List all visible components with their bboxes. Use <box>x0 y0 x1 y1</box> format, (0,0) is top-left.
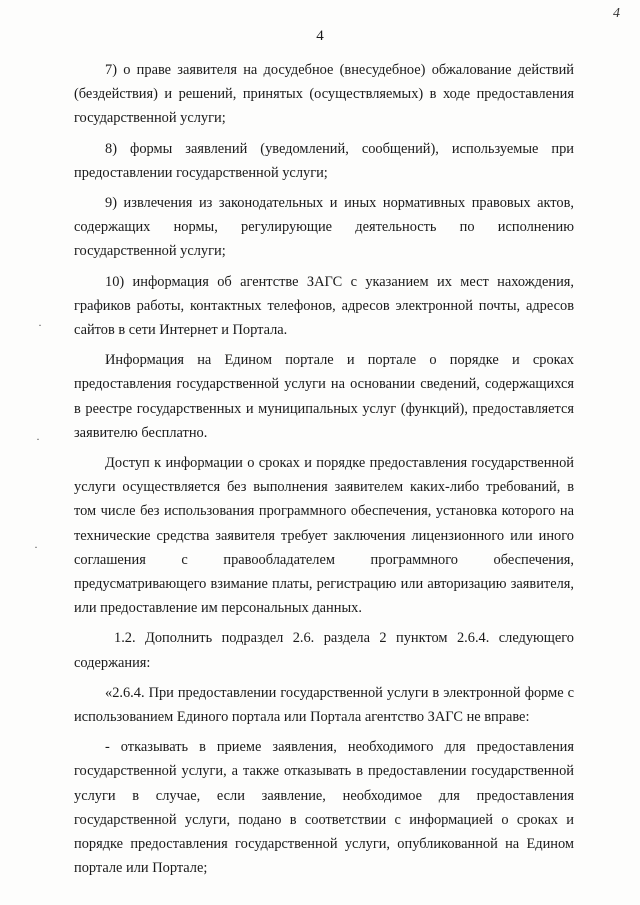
paragraph-clause-refuse: - отказывать в приеме заявления, необходимого для предоставления государственной услуги, а также отказывать в предоставлении государственной услуги в случае, если заявление, необходимое для предоставления государственной услуги, подано в соответствии с информацией о сроках и порядке предоставления государственной услуги, опубликованной на Едином портале или Портале; <box>74 739 574 877</box>
margin-speck: · <box>36 432 40 446</box>
page-number: 4 <box>316 28 324 44</box>
paragraph-amendment-1-2: 1.2. Дополнить подраздел 2.6. раздела 2 пунктом 2.6.4. следующего содержания: <box>74 630 574 671</box>
document-body <box>74 58 574 881</box>
paragraph-item-10: 10) информация об агентстве ЗАГС с указанием их мест нахождения, графиков работы, контактных телефонов, адресов электронной почты, адресов сайтов в сети Интернет и Портала. <box>74 273 574 339</box>
paragraph-item-9: 9) извлечения из законодательных и иных нормативных правовых актов, содержащих нормы, регулирующие деятельность по исполнению государственной услуги; <box>74 195 574 260</box>
margin-speck: · <box>38 318 42 332</box>
corner-handwritten-mark: 4 <box>613 6 620 21</box>
paragraph-access-info: Доступ к информации о сроках и порядке предоставления государственной услуги осуществляется без выполнения заявителем каких-либо требований, в том числе без использования программного обеспечения, установка которого на технические средства заявителя требует заключения лицензионного или иного соглашения с правообладателем программного обеспечения, предусматривающего взимание платы, регистрацию или авторизацию заявителя, или предоставление им персональных данных. <box>74 455 574 617</box>
paragraph-item-8: 8) формы заявлений (уведомлений, сообщений), используемые при предоставлении государственной услуги; <box>74 140 574 181</box>
paragraph-item-7: 7) о праве заявителя на досудебное (внесудебное) обжалование действий (бездействия) и решений, принятых (осуществляемых) в ходе предоставления государственной услуги; <box>74 62 574 127</box>
paragraph-clause-2-6-4: «2.6.4. При предоставлении государственной услуги в электронной форме с использованием Единого портала или Портала агентство ЗАГС не вправе: <box>74 684 574 726</box>
paragraph-info-free: Информация на Едином портале и портале о порядке и сроках предоставления государственной услуги на основании сведений, содержащихся в реестре государственных и муниципальных услуг (функций), предоставляется заявителю бесплатно. <box>74 352 574 441</box>
margin-speck: · <box>34 540 38 554</box>
